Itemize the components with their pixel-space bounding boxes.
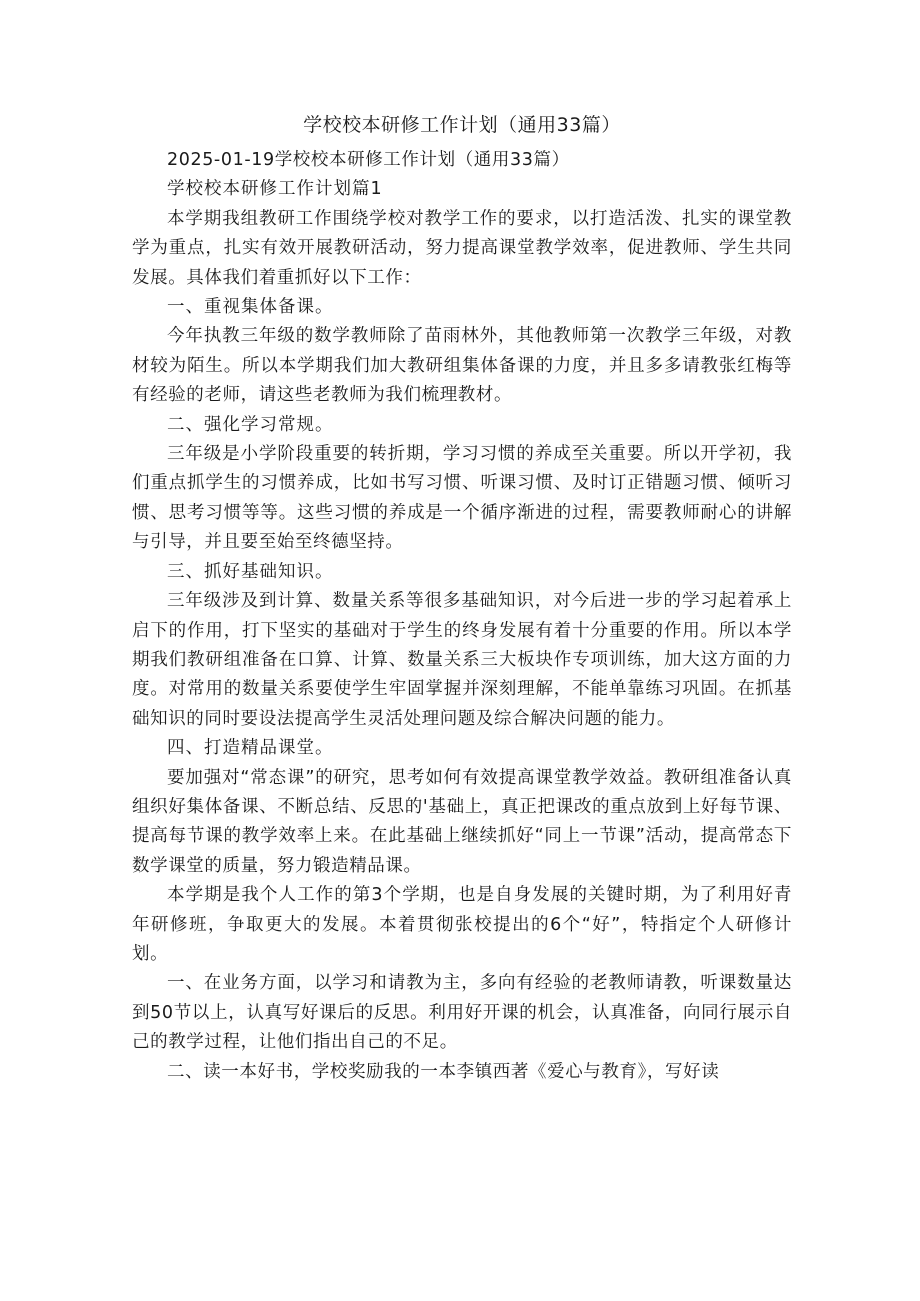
subheading-1: 一、重视集体备课。 <box>167 297 334 318</box>
date-title-line: 2025-01-19学校校本研修工作计划（通用33篇） <box>167 150 570 170</box>
subheading-2: 二、强化学习常规。 <box>167 414 334 435</box>
document-title: 学校校本研修工作计划（通用33篇） <box>303 114 621 136</box>
paragraph: 三年级是小学阶段重要的转折期，学习习惯的养成至关重要。所以开学初，我们重点抓学生的习惯养成，比如书写习惯、听课习惯、及时订正错题习惯、倾听习惯、思考习惯等等。这些习惯的养成是一个循序渐进的过程，需要教师耐心的讲解与引导，并且要至始至终德坚持。 <box>132 444 792 553</box>
paragraph: 三年级涉及到计算、数量关系等很多基础知识，对今后进一步的学习起着承上启下的作用，打下坚实的基础对于学生的终身发展有着十分重要的作用。所以本学期我们教研组准备在口算、计算、数量关系三大板块作专项训练，加大这方面的力度。对常用的数量关系要使学生牢固掌握并深刻理解，不能单靠练习巩固。在抓基础知识的同时要设法提高学生灵活处理问题及综合解决问题的能力。 <box>132 591 792 729</box>
paragraph: 一、在业务方面，以学习和请教为主，多向有经验的老教师请教，听课数量达到50节以上，认真写好课后的反思。利用好开课的机会，认真准备，向同行展示自己的教学过程，让他们指出自己的不足。 <box>132 973 792 1053</box>
paragraph: 今年执教三年级的数学教师除了苗雨林外，其他教师第一次教学三年级，对教材较为陌生。所以本学期我们加大教研组集体备课的力度，并且多多请教张红梅等有经验的老师，请这些老教师为我们梳理教材。 <box>132 326 792 406</box>
subheading-4: 四、打造精品课堂。 <box>167 738 334 759</box>
paragraph: 本学期是我个人工作的第3个学期，也是自身发展的关键时期，为了利用好青年研修班，争取更大的发展。本着贯彻张校提出的6个“好”，特指定个人研修计划。 <box>132 885 792 964</box>
section-heading: 学校校本研修工作计划篇1 <box>167 179 383 200</box>
paragraph: 要加强对“常态课”的研究，思考如何有效提高课堂教学效益。教研组准备认真组织好集体备课、不断总结、反思的'基础上，真正把课改的重点放到上好每节课、提高每节课的教学效率上来。在此基础上继续抓好“同上一节课”活动，提高常态下数学课堂的质量，努力锻造精品课。 <box>132 767 792 876</box>
subheading-3: 三、抓好基础知识。 <box>167 561 334 582</box>
paragraph: 本学期我组教研工作围绕学校对教学工作的要求，以打造活泼、扎实的课堂教学为重点，扎实有效开展教研活动，努力提高课堂教学效率，促进教师、学生共同发展。具体我们着重抓好以下工作： <box>132 208 792 288</box>
paragraph: 二、读一本好书，学校奖励我的一本李镇西著《爱心与教育》，写好读 <box>167 1061 720 1082</box>
document-body <box>132 110 792 1087</box>
